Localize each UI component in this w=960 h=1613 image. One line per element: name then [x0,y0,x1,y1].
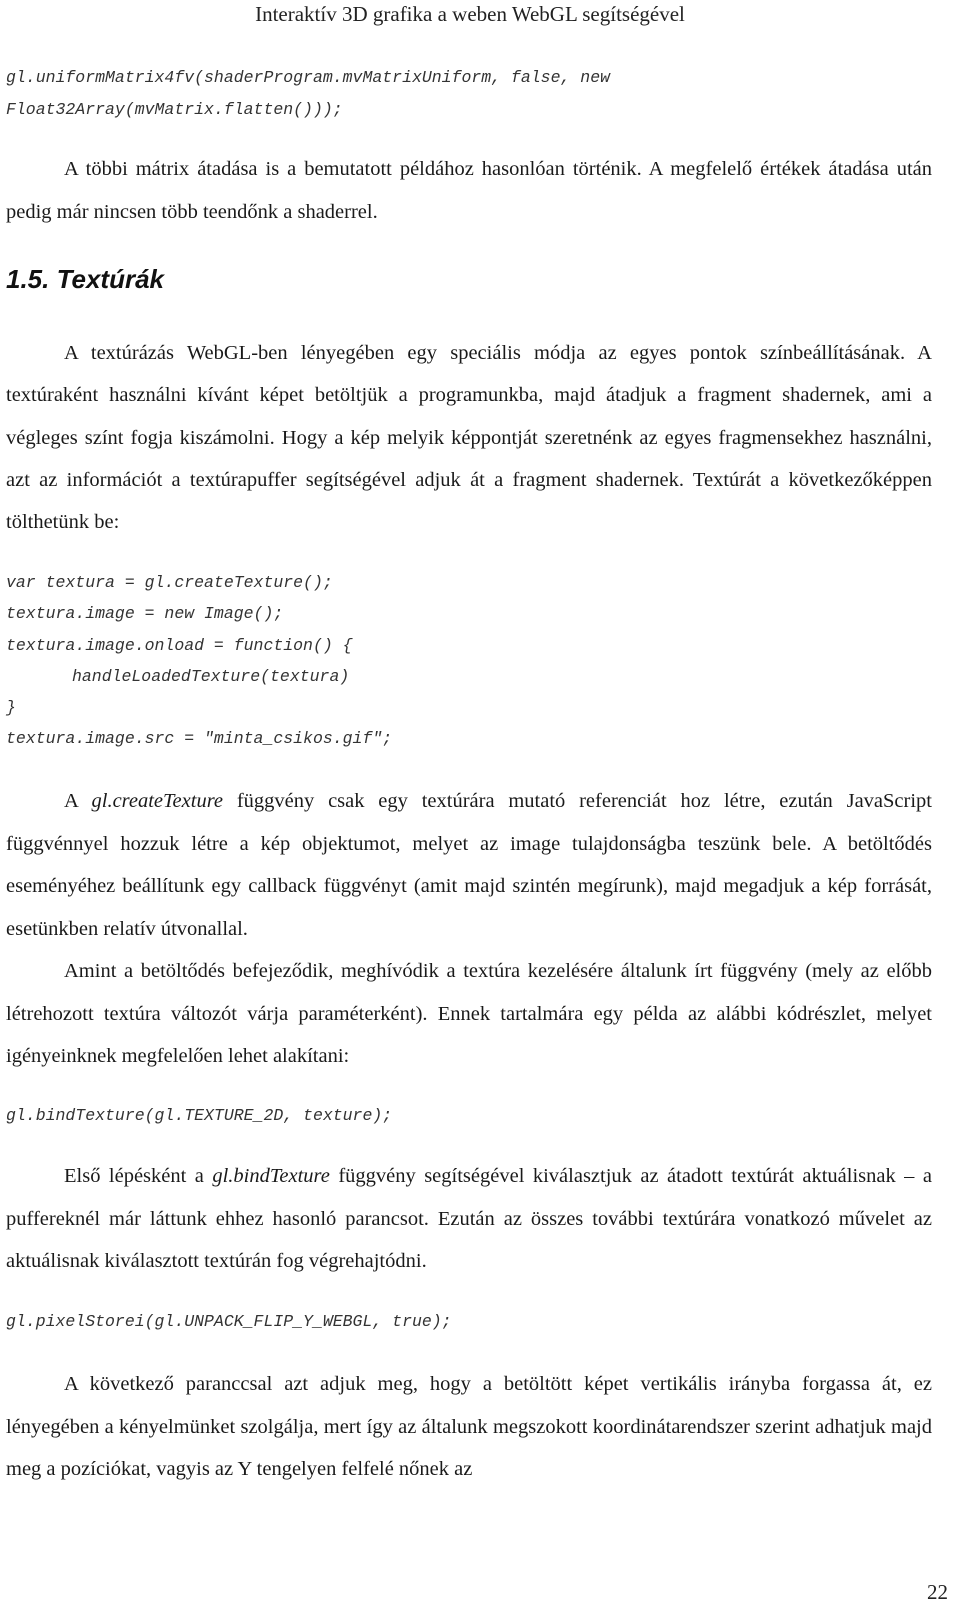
section-heading: 1.5. Textúrák [6,264,165,294]
text-run: A [64,790,92,812]
paragraph [6,780,932,950]
text-run: függvény csak egy textúrára mutató referenciát hoz létre, ezután JavaScript függvénnyel hozzuk létre a kép objektumot, melyet az image tulajdonságba teszünk bele. A betöltődés eseményéhez beállítunk egy callback függvényt (amit majd szintén megírunk), majd megadjuk a kép forrását, esetünkben relatív útvonallal. [6,790,932,940]
code-line: Float32Array(mvMatrix.flatten())); [6,100,343,119]
code-line: gl.pixelStorei(gl.UNPACK_FLIP_Y_WEBGL, true); [6,1312,452,1331]
code-line: var textura = gl.createTexture(); [6,573,333,592]
code-line: gl.bindTexture(gl.TEXTURE_2D, texture); [6,1106,393,1125]
paragraph: Amint a betöltődés befejeződik, meghívódik a textúra kezelésére általunk írt függvény (mely az előbb létrehozott textúra változót várja paraméterként). Ennek tartalmára egy példa az alábbi kódrészlet, melyet igényeinknek megfelelően lehet alakítani: [6,960,932,1067]
paragraph [6,1155,932,1283]
function-name: gl.createTexture [91,790,224,812]
code-line: handleLoadedTexture(textura) [72,667,350,686]
text-run: függvény segítségével kiválasztjuk az átadott textúrát aktuálisnak – a puffereknél már láttunk ehhez hasonló parancsot. Ezután az összes további textúrára vonatkozó művelet az aktuálisnak kiválasztott textúrán fog végrehajtódni. [6,1165,932,1272]
code-line: gl.uniformMatrix4fv(shaderProgram.mvMatrixUniform, false, new [6,68,610,87]
paragraph: A többi mátrix átadása is a bemutatott példához hasonlóan történik. A megfelelő értékek átadása után pedig már nincsen több teendőnk a shaderrel. [6,158,932,223]
page-number: 22 [927,1580,948,1604]
running-head: Interaktív 3D grafika a weben WebGL segítségével [255,2,685,26]
text-run: Első lépésként a [64,1165,213,1187]
function-name: gl.bindTexture [212,1165,330,1187]
code-line: } [6,698,16,717]
paragraph: A textúrázás WebGL-ben lényegében egy speciális módja az egyes pontok színbeállításának. A textúraként használni kívánt képet betöltjük a programunkba, majd átadjuk a fragment shadernek, ami a végleges színt fogja kiszámolni. Hogy a kép melyik képpontját szeretnénk az egyes fragmensekhez használni, azt az információt a textúrapuffer segítségével adjuk át a fragment shadernek. Textúrát a következőképpen tölthetünk be: [6,342,932,534]
code-line: textura.image.onload = function() { [6,636,353,655]
code-line: textura.image = new Image(); [6,604,284,623]
paragraph: A következő paranccsal azt adjuk meg, hogy a betöltött képet vertikális irányba forgassa át, ez lényegében a kényelmünket szolgálja, mert így az általunk megszokott koordinátarendszer szerint adhatjuk majd meg a pozíciókat, vagyis az Y tengelyen felfelé nőnek az [6,1373,932,1480]
code-line: textura.image.src = "minta_csikos.gif"; [6,729,393,748]
